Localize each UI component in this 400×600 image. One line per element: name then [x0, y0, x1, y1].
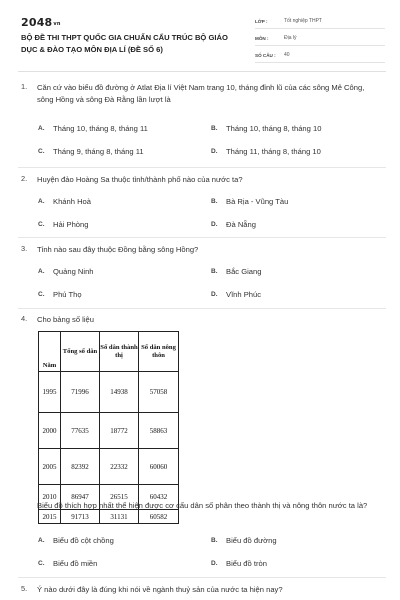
table-header-cell: Số dân thành thị	[100, 332, 139, 372]
logo-text: 2048	[21, 16, 53, 29]
question-number: 5.	[21, 584, 28, 593]
meta-value: 40	[284, 52, 290, 58]
option-c[interactable]	[38, 559, 97, 568]
table-header-row	[39, 332, 179, 372]
question-prompt: Biểu đồ thích hợp nhất thể hiện được cơ cấu dân số phân theo thành thị và nông thôn nước ta là?	[37, 501, 368, 510]
option-d[interactable]	[211, 290, 261, 299]
option-b[interactable]	[211, 197, 288, 206]
table-cell: 2015	[39, 510, 61, 524]
meta-label: MÔN :	[255, 35, 269, 41]
option-text: Biểu đồ đường	[226, 536, 277, 545]
option-letter: B.	[211, 125, 218, 132]
option-text: Biểu đồ cột chồng	[53, 536, 114, 545]
question-divider	[18, 237, 386, 238]
option-d[interactable]	[211, 559, 267, 568]
table-cell: 86947	[61, 485, 100, 510]
table-cell: 1995	[39, 372, 61, 413]
option-d[interactable]	[211, 220, 256, 229]
meta-row-class	[255, 14, 385, 29]
question-divider	[18, 577, 386, 578]
question-4-prompt	[18, 500, 386, 512]
table-cell: 2000	[39, 413, 61, 449]
exam-meta	[255, 14, 385, 65]
table-cell: 60432	[139, 485, 179, 510]
table-header-cell: Năm	[39, 332, 61, 372]
header-divider	[18, 71, 386, 72]
option-b[interactable]	[211, 536, 277, 545]
option-text: Vĩnh Phúc	[226, 290, 262, 299]
meta-row-subject	[255, 31, 385, 46]
meta-row-count	[255, 48, 385, 63]
option-text: Tháng 11, tháng 8, tháng 10	[226, 147, 321, 156]
option-letter: B.	[211, 268, 218, 275]
option-text: Hải Phòng	[53, 220, 89, 229]
table-cell: 14938	[100, 372, 139, 413]
table-header-cell: Số dân nông thôn	[139, 332, 179, 372]
option-letter: D.	[211, 560, 218, 567]
table-cell: 18772	[100, 413, 139, 449]
table-cell: 22332	[100, 449, 139, 485]
option-letter: C.	[38, 560, 45, 567]
question-3	[18, 244, 386, 256]
table-cell: 91713	[61, 510, 100, 524]
table-cell: 82392	[61, 449, 100, 485]
table-cell: 71996	[61, 372, 100, 413]
option-d[interactable]	[211, 147, 321, 156]
option-letter: D.	[211, 291, 218, 298]
option-letter: A.	[38, 268, 45, 275]
option-text: Tháng 10, tháng 8, tháng 10	[226, 124, 322, 133]
table-cell: 77635	[61, 413, 100, 449]
meta-label: SỐ CÂU :	[255, 52, 276, 58]
table-cell: 26515	[100, 485, 139, 510]
meta-label: LỚP :	[255, 18, 268, 24]
option-letter: C.	[38, 148, 45, 155]
table-cell: 60582	[139, 510, 179, 524]
option-text: Biểu đồ tròn	[226, 559, 267, 568]
option-a[interactable]	[38, 536, 114, 545]
table-header-cell: Tổng số dân	[61, 332, 100, 372]
option-text: Bà Rịa - Vũng Tàu	[226, 197, 289, 206]
question-text: Căn cứ vào biểu đồ đường ở Atlat Địa lí Việt Nam trang 10, tháng đỉnh lũ của các sông Mê Công, sông Hồng và sông Đà Rằng lần lượt là	[37, 83, 365, 104]
question-text: Huyện đảo Hoàng Sa thuộc tỉnh/thành phố nào của nước ta?	[37, 175, 243, 184]
meta-value: Tốt nghiệp THPT	[284, 18, 322, 24]
question-number: 2.	[21, 174, 28, 183]
question-4	[18, 314, 386, 326]
question-5	[18, 584, 386, 596]
table-row	[39, 413, 179, 449]
option-letter: A.	[38, 537, 45, 544]
question-number: 1.	[21, 82, 28, 91]
option-text: Tháng 9, tháng 8, tháng 11	[53, 147, 144, 156]
question-2	[18, 174, 386, 186]
question-divider	[18, 167, 386, 168]
option-c[interactable]	[38, 290, 82, 299]
option-c[interactable]	[38, 147, 144, 156]
question-1	[18, 82, 386, 106]
question-number: 3.	[21, 244, 28, 253]
question-text: Tỉnh nào sau đây thuộc Đồng bằng sông Hồng?	[37, 245, 199, 254]
site-logo[interactable]	[21, 16, 61, 29]
exam-title: BỘ ĐỀ THI THPT QUỐC GIA CHUẨN CẤU TRÚC BỘ GIÁO DỤC & ĐÀO TẠO MÔN ĐỊA LÍ (ĐỀ SỐ 6)	[21, 33, 228, 54]
question-text: Ý nào dưới đây là đúng khi nói về ngành thuỷ sản của nước ta hiện nay?	[37, 585, 283, 594]
question-text: Cho bảng số liệu	[37, 315, 94, 324]
question-number: 4.	[21, 314, 28, 323]
option-text: Khánh Hoà	[53, 197, 91, 206]
option-text: Quảng Ninh	[53, 267, 94, 276]
meta-value: Địa lý	[284, 35, 297, 41]
option-b[interactable]	[211, 267, 261, 276]
table-cell: 2005	[39, 449, 61, 485]
table-cell: 58863	[139, 413, 179, 449]
option-letter: B.	[211, 537, 218, 544]
option-text: Phú Thọ	[53, 290, 82, 299]
table-row	[39, 449, 179, 485]
table-row	[39, 372, 179, 413]
option-a[interactable]	[38, 124, 148, 133]
option-text: Bắc Giang	[226, 267, 262, 276]
option-letter: C.	[38, 221, 45, 228]
option-letter: D.	[211, 148, 218, 155]
table-cell: 60060	[139, 449, 179, 485]
option-text: Đà Nẵng	[226, 220, 256, 229]
population-table	[38, 331, 179, 524]
option-a[interactable]	[38, 267, 94, 276]
option-a[interactable]	[38, 197, 91, 206]
option-letter: C.	[38, 291, 45, 298]
exam-header	[18, 12, 386, 76]
exam-page	[18, 12, 386, 600]
option-letter: A.	[38, 198, 45, 205]
table-cell: 57058	[139, 372, 179, 413]
option-text: Biểu đồ miền	[53, 559, 98, 568]
question-divider	[18, 308, 386, 309]
option-text: Tháng 10, tháng 8, tháng 11	[53, 124, 148, 133]
option-c[interactable]	[38, 220, 88, 229]
logo-suffix: vn	[53, 21, 61, 27]
option-letter: A.	[38, 125, 45, 132]
table-cell: 31131	[100, 510, 139, 524]
table-cell: 2010	[39, 485, 61, 510]
option-letter: D.	[211, 221, 218, 228]
option-letter: B.	[211, 198, 218, 205]
option-b[interactable]	[211, 124, 321, 133]
